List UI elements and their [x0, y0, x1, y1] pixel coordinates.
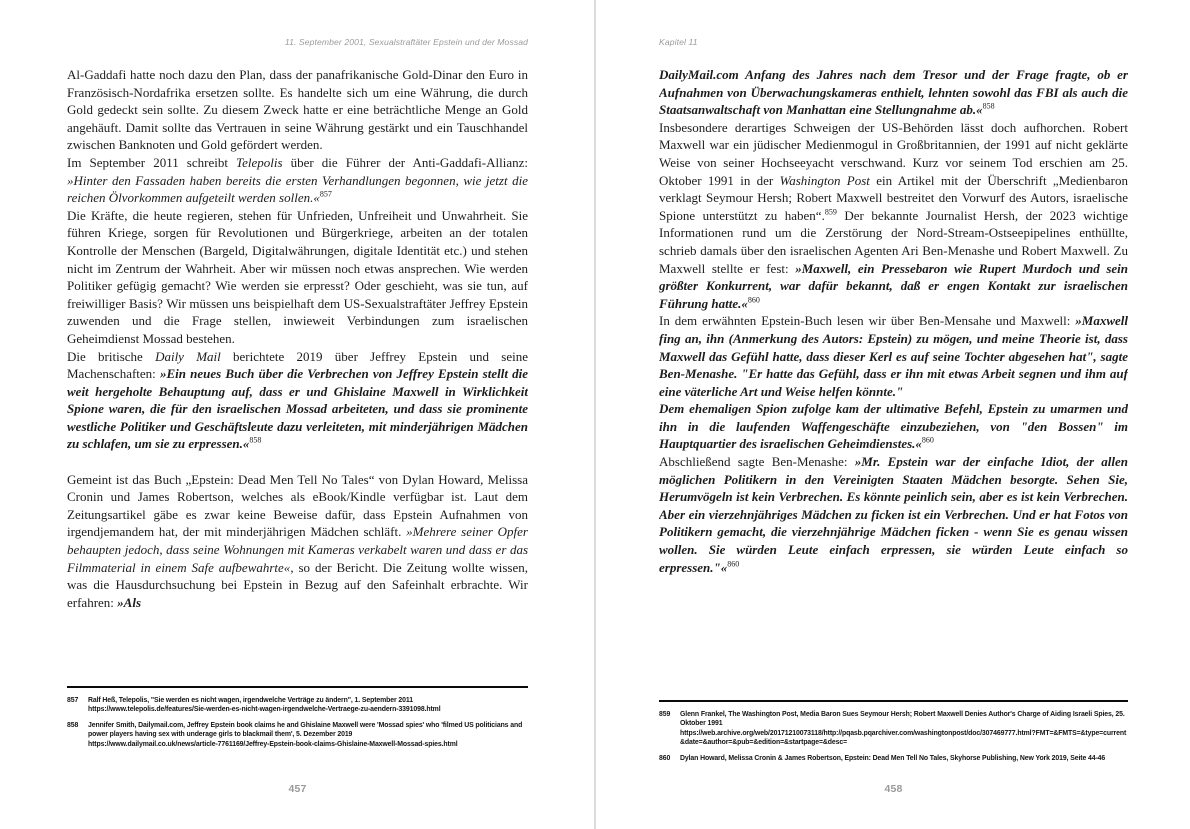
text-segment: Die Kräfte, die heute regieren, stehen für Unfrieden, Unfreiheit und Unwahrheit. Sie führen Kriege, sorgen für Revolutionen und Bürgerkriege, arbeiten an der totalen Kontrolle der Menschen (Bargeld, Digitalwährungen, digitale Identität etc.) und stehen nicht im Zentrum der Wahrheit. Aber wir müssen noch etwas ansprechen. Wie werden Politiker gefügig gemacht? Wie werden sie erpresst? Oder geschieht, was sie tun, auf freiwilliger Basis? Wir müssen uns beispielhaft dem US-Sexualstraftäter Jeffrey Epstein zuwenden und die Frage stellen, inwieweit Verbindungen zum israelischen Geheimdienst Mossad bestehen. — [67, 207, 528, 346]
footnote-reference: 860 — [921, 436, 934, 446]
left-footnote-rule — [67, 686, 528, 688]
body-paragraph — [67, 154, 528, 207]
body-paragraph — [67, 471, 528, 612]
text-segment: DailyMail.com Anfang des Jahres nach dem Tresor und der Frage fragte, ob er Aufnahmen von Überwachungskameras enthielt, lehnten sowohl das FBI als auch die Staatsanwaltschaft von Manhattan eine Stellungnahme ab.« — [659, 67, 1128, 118]
footnote-number: 860 — [659, 754, 671, 762]
footnote-text — [88, 721, 528, 749]
text-segment: »Maxwell fing an, ihn (Anmerkung des Autors: Epstein) zu mögen, und meine Theorie ist, dass Maxwell das Gefühl hatte, dass dieser Kerl es auf seine Tochter abgesehen hat", sagte Ben-Menashe. "Er hatte das Gefühl, dass er ihn mit etwas Arbeit segnen und ihm auf eine väterliche Art und Weise helfen könnte." — [659, 313, 1128, 399]
text-segment: »Maxwell, ein Pressebaron wie Rupert Murdoch und sein größter Konkurrent, war dafür bekannt, daß er engen Kontakt zur israelischen Führung hatte.« — [659, 260, 1128, 311]
footnote-citation: Ralf Heß, Telepolis, "Sie werden es nicht wagen, irgendwelche Verträge zu ändern", 1. September 2011 — [88, 697, 413, 704]
text-segment: berichtete 2019 über Jeffrey Epstein und seine Machenschaften: — [67, 348, 528, 382]
text-segment: Die britische — [67, 348, 156, 364]
text-segment: »Mehrere seiner Opfer behaupten jedoch, dass seine Wohnungen mit Kameras verkabelt waren und dass er das Filmmaterial in einem Safe aufbewahrte« — [67, 524, 528, 575]
right-footnote-rule — [659, 700, 1128, 702]
text-segment: In dem erwähnten Epstein-Buch lesen wir über Ben-Mensahe und Maxwell: — [659, 313, 1076, 329]
body-paragraph — [67, 348, 528, 454]
right-footnote-block — [659, 700, 1128, 769]
footnote — [659, 710, 1128, 748]
body-paragraph — [659, 66, 1128, 119]
footnote-reference: 858 — [982, 101, 995, 111]
footnote-url: https://www.telepolis.de/features/Sie-werden-es-nicht-wagen-irgendwelche-Vertraege-zu-aendern-3391098.html — [88, 706, 441, 714]
text-segment: ein Artikel mit der Überschrift — [869, 172, 1053, 188]
footnote-number: 859 — [659, 711, 671, 718]
text-segment: Al-Gaddafi hatte noch dazu den Plan, dass der panafrikanische Gold-Dinar den Euro in Französisch-Nordafrika ersetzen sollte. Es handelte sich um eine Währung, die durch Gold gedeckt sein sollte. Zu diesem Zweck hatte er eine beträchtliche Menge an Gold angehäuft. Damit sollte das Vertrauen in seine Währung gestärkt und ein Tauschhandel zwischen Banknoten und Gold gefördert werden. — [67, 67, 528, 153]
body-paragraph — [659, 312, 1128, 400]
footnote-url: https://web.archive.org/web/20171210073118/http://pqasb.pqarchiver.com/washingtonpost/doc/307469777.html?FMT=&FMTS=&type=current&date=&author=&pub=&edition=&startpage=&desc= — [680, 729, 1127, 747]
footnote-reference: 857 — [319, 189, 332, 199]
text-segment: Im September 2011 schreibt — [67, 154, 237, 170]
left-running-header: 11. September 2001, Sexualstraftäter Epstein und der Mossad — [284, 37, 528, 47]
text-segment: »Hinter den Fassaden haben bereits die ersten Verhandlungen begonnen, wie jetzt die reichen Ölvorkommen aufgeteilt werden sollen.« — [67, 172, 528, 206]
text-segment: Der bekannte Journalist Hersh, der 2023 wichtige Informationen rund um die Zerstörung der Nord-Stream-Ostseepipelines enthüllte, schrieb damals über den israelischen Agenten Ari Ben-Menashe und Robert Maxwell. Zu Maxwell stellte er fest: — [659, 207, 1128, 276]
footnote-reference: 860 — [727, 559, 740, 569]
text-segment: Daily Mail — [155, 348, 221, 364]
text-segment: Washington Post — [779, 172, 870, 188]
text-segment: über die Führer der Anti-Gaddafi-Allianz: — [282, 154, 528, 170]
left-page-number: 457 — [288, 783, 307, 795]
footnote-reference: 860 — [747, 295, 760, 305]
body-paragraph — [659, 119, 1128, 313]
body-paragraph — [67, 66, 528, 154]
text-segment: Abschließend sagte Ben-Menashe: — [659, 454, 855, 470]
body-paragraph — [659, 400, 1128, 453]
page-gutter-divider — [594, 0, 596, 829]
right-page-body-text — [659, 66, 1128, 698]
footnote — [67, 721, 528, 749]
text-segment: Dem ehemaligen Spion zufolge kam der ultimative Befehl, Epstein zu umarmen und ihn in die laufenden Waffengeschäfte einzubeziehen, von "den Bossen" im Hauptquartier des israelischen Geheimdienstes.« — [659, 401, 1128, 452]
right-footnotes — [659, 710, 1128, 763]
footnote-text — [680, 754, 1128, 763]
text-segment: , so der Bericht. Die Zeitung wollte wissen, was die Hausdurchsuchung bei Epstein in Bezug auf den Safeinhalt erbrachte. Wir erfahren: — [67, 559, 528, 610]
text-segment: Telepolis — [236, 154, 283, 170]
left-footnote-block — [67, 686, 528, 755]
right-page-number: 458 — [884, 783, 903, 795]
left-page-body-text — [67, 66, 528, 684]
text-segment: »Als — [117, 594, 142, 610]
text-segment: Gemeint ist das Buch „Epstein: Dead Men Tell No Tales“ von Dylan Howard, Melissa Cronin und James Robertson, welches als eBook/Kindle verfügbar ist. Laut dem Zeitungsartikel gäbe es zwar keine Beweise dafür, dass Epstein Aufnahmen von irgendjemandem hat, der mit minderjährigen Mädchen schläft. — [67, 471, 528, 540]
footnote-text — [680, 710, 1128, 748]
footnote-reference: 858 — [249, 436, 262, 446]
footnote-url: https://www.dailymail.co.uk/news/article-7761169/Jeffrey-Epstein-book-claims-Ghislaine-Maxwell-Mossad-spies.html — [88, 740, 458, 748]
body-paragraph — [659, 453, 1128, 576]
text-segment: „Medienbaron verklagt Seymour Hersh; Robert Maxwell bestreitet den Vorwurf des Autors, israelische Spione unterstützt zu haben“. — [659, 172, 1128, 223]
left-footnotes — [67, 696, 528, 749]
footnote — [659, 754, 1128, 763]
body-paragraph — [67, 207, 528, 348]
footnote — [67, 696, 528, 715]
text-segment: »Ein neues Buch über die Verbrechen von Jeffrey Epstein stellt die weit hergeholte Behauptung auf, dass er und Ghislaine Maxwell in Wirklichkeit Spione waren, die für den israelischen Mossad arbeiteten, und dass sie prominente westliche Politiker und Geschäftsleute dazu verleiteten, mit minderjährigen Mädchen zu schlafen, um sie zu erpressen.« — [67, 366, 528, 452]
right-running-header: Kapitel 11 — [659, 37, 698, 47]
text-segment: »Mr. Epstein war der einfache Idiot, der allen möglichen Politikern in den Vereinigten Staaten Mädchen besorgte. Sehen Sie, Herumvögeln ist kein Verbrechen. Es könnte peinlich sein, aber es ist kein Verbrechen. Aber ein vierzehnjähriges Mädchen zu ficken ist ein Verbrechen. Und er hat Fotos von Politikern gemacht, die vierzehnjährige Mädchen ficken - wenn Sie es genau wissen wollen. Sie würden Leute einfach erpressen, sie würden Leute einfach so erpressen."« — [659, 454, 1128, 575]
footnote-citation: Dylan Howard, Melissa Cronin & James Robertson, Epstein: Dead Men Tell No Tales, Skyhorse Publishing, New York 2019, Seite 44-46 — [680, 754, 1106, 762]
footnote-number: 858 — [67, 721, 79, 729]
footnote-number: 857 — [67, 697, 79, 704]
footnote-reference: 859 — [824, 207, 837, 217]
footnote-citation: Jennifer Smith, Dailymail.com, Jeffrey Epstein book claims he and Ghislaine Maxwell were 'Mossad spies' who 'filmed US politicians and power players having sex with underage girls to blackmail them', 5. Dezember 2019 — [88, 721, 523, 739]
footnote-text — [88, 696, 528, 715]
text-segment: Insbesondere derartiges Schweigen der US-Behörden lässt doch aufhorchen. Robert Maxwell war ein jüdischer Medienmogul in Großbritannien, der 1991 auf nicht geklärte Weise von seiner Hochseeyacht verschwand. Kurz vor seinem Tod erschien am 25. Oktober 1991 in der — [659, 119, 1128, 188]
footnote-citation: Glenn Frankel, The Washington Post, Media Baron Sues Seymour Hersh; Robert Maxwell Denies Author's Charge of Aiding Israeli Spies, 25. Oktober 1991 — [680, 711, 1125, 728]
